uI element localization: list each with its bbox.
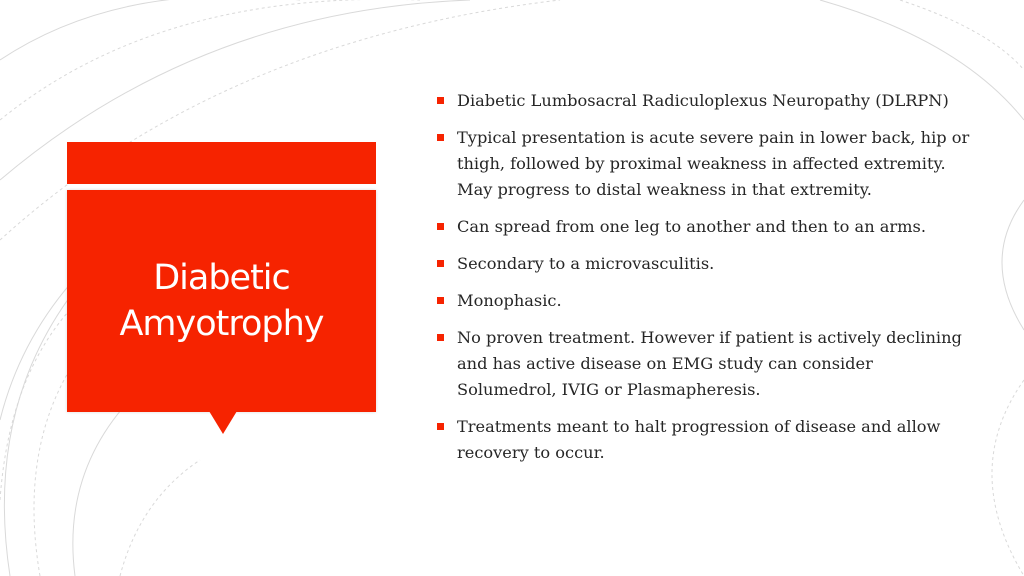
bullet-text: Typical presentation is acute severe pain in lower back, hip or thigh, followed by proximal weakness in affected extremity. May progress to distal weakness in that extremity. [457, 128, 970, 199]
title-box [67, 190, 376, 412]
title-accent-bar [67, 142, 376, 184]
square-bullet-icon [437, 297, 444, 304]
bullet-item [437, 288, 977, 314]
bullet-item [437, 214, 977, 240]
bullet-text: No proven treatment. However if patient is actively declining and has active disease on EMG study can consider Solumedrol, IVIG or Plasmapheresis. [457, 328, 962, 399]
bullet-text: Diabetic Lumbosacral Radiculoplexus Neuropathy (DLRPN) [457, 91, 949, 110]
square-bullet-icon [437, 334, 444, 341]
square-bullet-icon [437, 423, 444, 430]
square-bullet-icon [437, 260, 444, 267]
bullet-item [437, 88, 977, 114]
square-bullet-icon [437, 134, 444, 141]
square-bullet-icon [437, 97, 444, 104]
square-bullet-icon [437, 223, 444, 230]
bullet-text: Secondary to a microvasculitis. [457, 254, 715, 273]
bullet-item [437, 414, 977, 466]
slide-title: Diabetic Amyotrophy [119, 258, 324, 344]
bullet-item [437, 325, 977, 403]
bullet-text: Treatments meant to halt progression of disease and allow recovery to occur. [457, 417, 941, 462]
bullet-text: Monophasic. [457, 291, 562, 310]
bullet-text: Can spread from one leg to another and then to an arms. [457, 217, 926, 236]
bullet-item [437, 125, 977, 203]
title-pointer-triangle [209, 411, 237, 434]
bullet-list [437, 88, 977, 477]
bullet-item [437, 251, 977, 277]
